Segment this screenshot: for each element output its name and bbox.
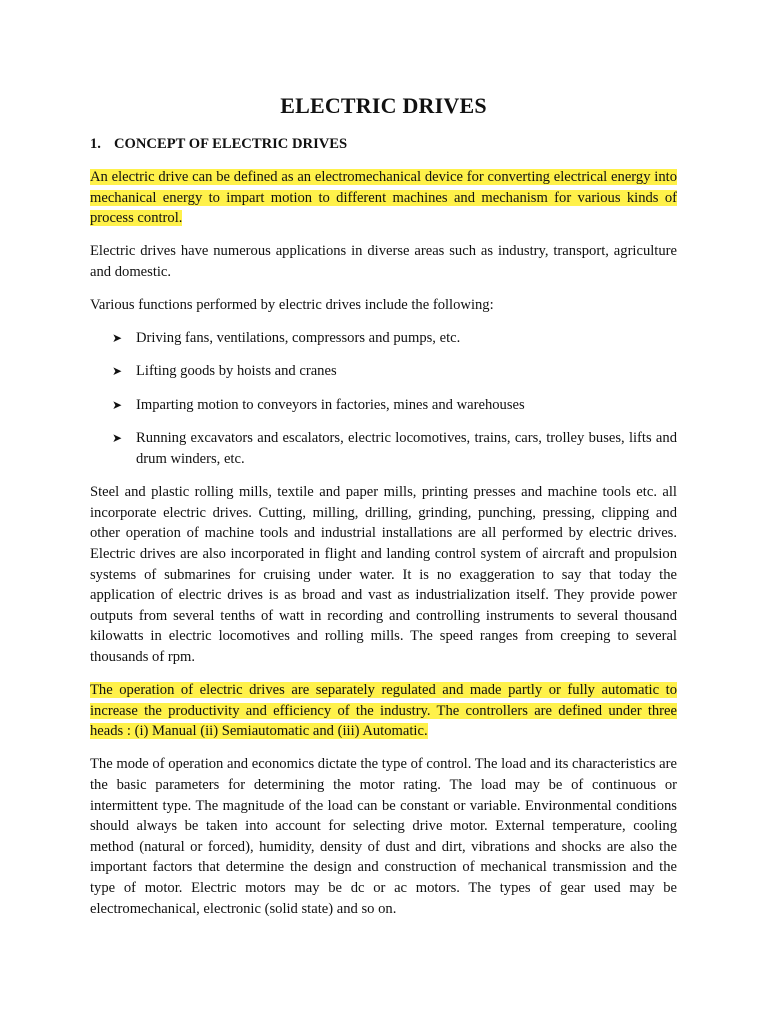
highlighted-text: An electric drive can be defined as an electromechanical device for converting electrical energy into mechanical energy to impart motion to different machines and mechanism for various kinds of process control.: [90, 169, 677, 227]
highlighted-text: The operation of electric drives are separately regulated and made partly or fully automatic to increase the productivity and efficiency of the industry. The controllers are defined under three heads : (i) Manual (ii) Semiautomatic and (iii) Automatic.: [90, 682, 677, 740]
functions-list: [90, 328, 677, 469]
applications-paragraph: Electric drives have numerous applications in diverse areas such as industry, transport, agriculture and domestic.: [90, 243, 677, 280]
operation-paragraph: [90, 680, 677, 742]
definition-paragraph: [90, 167, 677, 229]
functions-intro-paragraph: Various functions performed by electric drives include the following:: [90, 296, 494, 313]
arrowhead-icon: ➤: [112, 431, 123, 446]
section-heading-text: CONCEPT OF ELECTRIC DRIVES: [114, 136, 348, 152]
arrowhead-icon: ➤: [112, 364, 123, 379]
document-page: [90, 92, 677, 932]
arrowhead-icon: ➤: [112, 397, 123, 412]
section-heading: [90, 134, 677, 154]
list-item: [90, 361, 677, 382]
list-item: [90, 328, 677, 349]
list-item-text: Running excavators and escalators, electric locomotives, trains, cars, trolley buses, lifts and drum winders, etc.: [136, 430, 677, 467]
mode-paragraph: The mode of operation and economics dictate the type of control. The load and its characteristics are the basic parameters for determining the motor rating. The load may be of continuous or intermittent type. The magnitude of the load can be constant or variable. Environmental conditions should always be taken into account for selecting drive motor. External temperature, cooling method (natural or forced), humidity, density of dust and dirt, vibrations and shocks are also the important factors that determine the design and construction of mechanical transmission and the type of motor. Electric motors may be dc or ac motors. The types of gear used may be electromechanical, electronic (solid state) and so on.: [90, 756, 677, 917]
list-item-text: Driving fans, ventilations, compressors and pumps, etc.: [136, 330, 461, 347]
document-title: ELECTRIC DRIVES: [280, 93, 487, 118]
industries-paragraph: Steel and plastic rolling mills, textile and paper mills, printing presses and machine tools etc. all incorporate electric drives. Cutting, milling, drilling, grinding, punching, pressing, clipping and other operation of machine tools and industrial installations are all performed by electric drives. Electric drives are also incorporated in flight and landing control system of aircraft and propulsion systems of submarines for cruising under water. It is no exaggeration to say that today the application of electric drives is as broad and vast as industrialization itself. They provide power outputs from several tenths of watt in recording and controlling instruments to several thousand kilowatts in electric locomotives and rolling mills. The speed ranges from creeping to several thousands of rpm.: [90, 484, 677, 665]
list-item: [90, 395, 677, 416]
list-item: [90, 428, 677, 469]
list-item-text: Imparting motion to conveyors in factories, mines and warehouses: [136, 396, 525, 413]
arrowhead-icon: ➤: [112, 331, 123, 346]
section-number: 1.: [90, 136, 101, 152]
list-item-text: Lifting goods by hoists and cranes: [136, 363, 337, 380]
